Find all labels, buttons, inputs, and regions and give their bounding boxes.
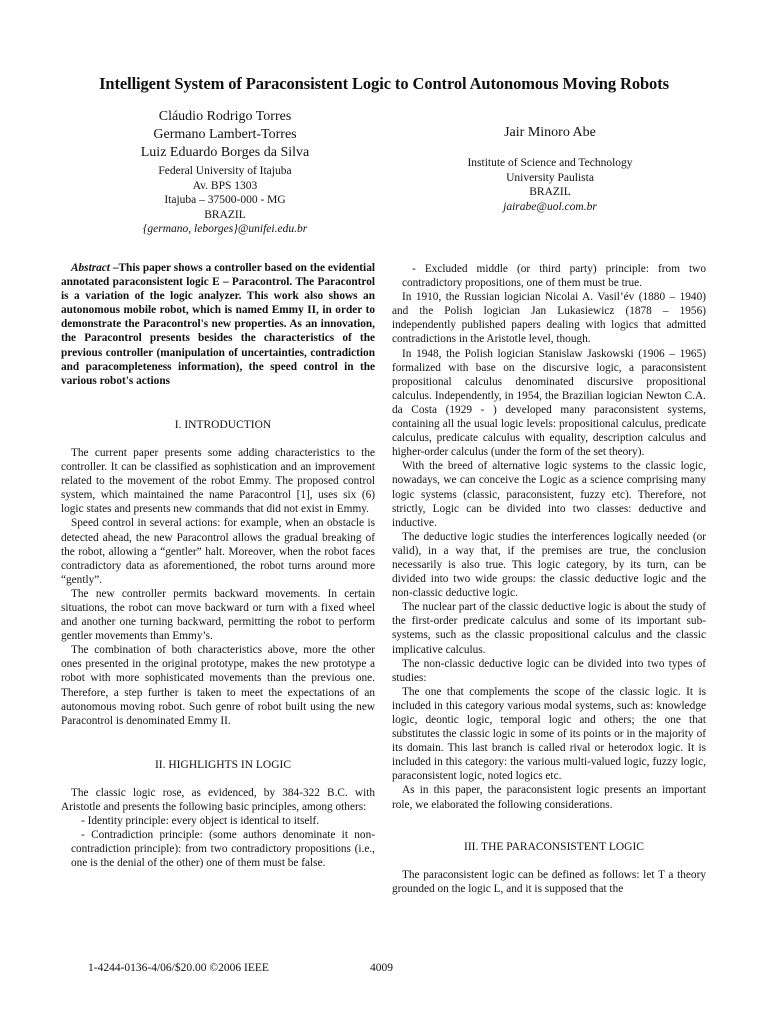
paragraph: The current paper presents some adding characteristics to the controller. It can be classified as sophistication and an improvement related to the movement of the robot Emmy. The proposed control system, which maintained the name Paracontrol [1], uses six (6) logic states and presents new commands that did not exist in Emmy. — [61, 446, 375, 516]
paragraph: Speed control in several actions: for example, when an obstacle is detected ahead, the new Paracontrol allows the gradual breaking of the robot, allowing a “gentler” halt. Moreover, when the robot faces contradictory data as aforementioned, the robot turns around more “gently”. — [61, 517, 375, 586]
author-block-right — [400, 124, 700, 214]
paragraph: As in this paper, the paraconsistent logic presents an important role, we elaborated the following considerations. — [392, 784, 706, 811]
paragraph: The deductive logic studies the interferences logically needed (or valid), in a way that, if the premises are true, the conclusion necessarily is also true. This logic category, by its turn, can be divided into two wide groups: the classic deductive logic and the non-classic deductive logic. — [392, 530, 706, 600]
author-email: {germano, leborges}@unifei.edu.br — [142, 223, 308, 235]
section-heading-introduction: I. INTRODUCTION — [174, 418, 272, 431]
paragraph: With the breed of alternative logic systems to the classic logic, nowadays, we can conceive the Logic as a science comprising many logic systems (classic, paraconsistent, fuzzy etc). Therefore, not strictly, Logic can be divided into two classes: deductive and inductive. — [392, 460, 706, 529]
paragraph: In 1910, the Russian logician Nicolai A. Vasil’év (1880 – 1940) and the Polish logician Jan Lukasiewicz (1878 – 1956) independently published papers dealing with logics that admitted contradictions in the Aristotle level, though. — [392, 291, 706, 346]
abstract-label: Abstract — [71, 262, 110, 274]
left-column — [61, 261, 375, 870]
author-block-left — [90, 108, 360, 237]
paragraph: The combination of both characteristics above, more the other ones presented in the original prototype, makes the new prototype a robot with more sophisticated movements than the previous one. Therefore, a step further is taken to meet the expectations of an autonomous moving robot. Such genre of robot built using the new Paracontrol is denominated Emmy II. — [61, 644, 375, 727]
paragraph: The nuclear part of the classic deductive logic is about the study of the first-order predicate calculus and some of its important sub-systems, such as the classic propositional calculus and the classic implicative calculus. — [392, 601, 706, 656]
paragraph: The non-classic deductive logic can be divided into two types of studies: — [392, 657, 706, 684]
author-name: Cláudio Rodrigo Torres — [158, 109, 292, 124]
affiliation-line: Itajuba – 37500-000 - MG — [164, 194, 286, 206]
footer-copyright: 1-4244-0136-4/06/$20.00 ©2006 IEEE — [88, 962, 269, 974]
affiliation-line: BRAZIL — [204, 208, 246, 221]
author-email: jairabe@uol.com.br — [503, 200, 597, 213]
section-heading-paraconsistent: III. THE PARACONSISTENT LOGIC — [464, 840, 644, 853]
affiliation-line: Av. BPS 1303 — [192, 179, 258, 192]
paragraph: The new controller permits backward movements. In certain situations, the robot can move backward or turn with a fixed wheel and another one turning backward, permitting the robot to perform gentler movements than Emmy’s. — [61, 587, 375, 643]
page-number: 4009 — [370, 962, 393, 974]
paragraph: The paraconsistent logic can be defined as follows: let T a theory grounded on the logic L, and it is supposed that the — [392, 868, 706, 895]
list-item: - Contradiction principle: (some authors denominate it non-contradiction principle): from two contradictory propositions (i.e., one is the denial of the other) one of them must be false. — [71, 829, 375, 870]
paper-title: Intelligent System of Paraconsistent Logic to Control Autonomous Moving Robots — [99, 74, 669, 93]
affiliation-line: University Paulista — [506, 171, 594, 184]
paragraph: In 1948, the Polish logician Stanislaw Jaskowski (1906 – 1965) formalized with base on the discursive logic, a paraconsistent propositional calculus denominated discursive propositional calculus. Independently, in 1954, the Brazilian logician Newton C.A. da Costa (1929 - ) developed many paraconsistent systems, containing all the usual logic levels: propositional calculus, predicate calculus, predicate calculus with equality, description calculus and higher-order calculus (under the form of the set theory). — [392, 347, 706, 459]
affiliation-line: Institute of Science and Technology — [467, 157, 633, 169]
paragraph: The one that complements the scope of the classic logic. It is included in this category various modal systems, such as: knowledge logic, deontic logic, temporal logic and others; the one that substitutes the classic logic in some of its points or in the majority of its domain. This last branch is called rival or heterodox logic. It is included in this category: the various multi-valued logic, fuzzy logic, paraconsistent logic, noted logics etc. — [392, 685, 706, 783]
affiliation-line: Federal University of Itajuba — [158, 165, 292, 177]
author-name: Jair Minoro Abe — [504, 125, 596, 140]
section-heading-highlights: II. HIGHLIGHTS IN LOGIC — [154, 758, 292, 771]
author-name: Luiz Eduardo Borges da Silva — [140, 145, 310, 160]
list-item: - Identity principle: every object is identical to itself. — [81, 815, 320, 828]
list-item: - Excluded middle (or third party) principle: from two contradictory propositions, one of them must be true. — [402, 263, 706, 290]
right-column — [392, 262, 706, 896]
paragraph: The classic logic rose, as evidenced, by 384-322 B.C. with Aristotle and presents the following basic principles, among others: — [61, 786, 375, 813]
author-name: Germano Lambert-Torres — [153, 127, 297, 142]
affiliation-line: BRAZIL — [529, 186, 571, 198]
abstract-text: –This paper shows a controller based on the evidential annotated paraconsistent logic E – Paracontrol. The Paracontrol is a variation of the logic analyzer. This work also shows an autonomous mobile robot, which is named Emmy II, in order to demonstrate the Paracontrol's new properties. As an innovation, the Paracontrol presents besides the characteristics of the previous controller (manipulation of uncertainties, contradiction and paracompleteness information), the speed control in the various robot's actions — [61, 262, 375, 387]
abstract — [61, 261, 375, 388]
